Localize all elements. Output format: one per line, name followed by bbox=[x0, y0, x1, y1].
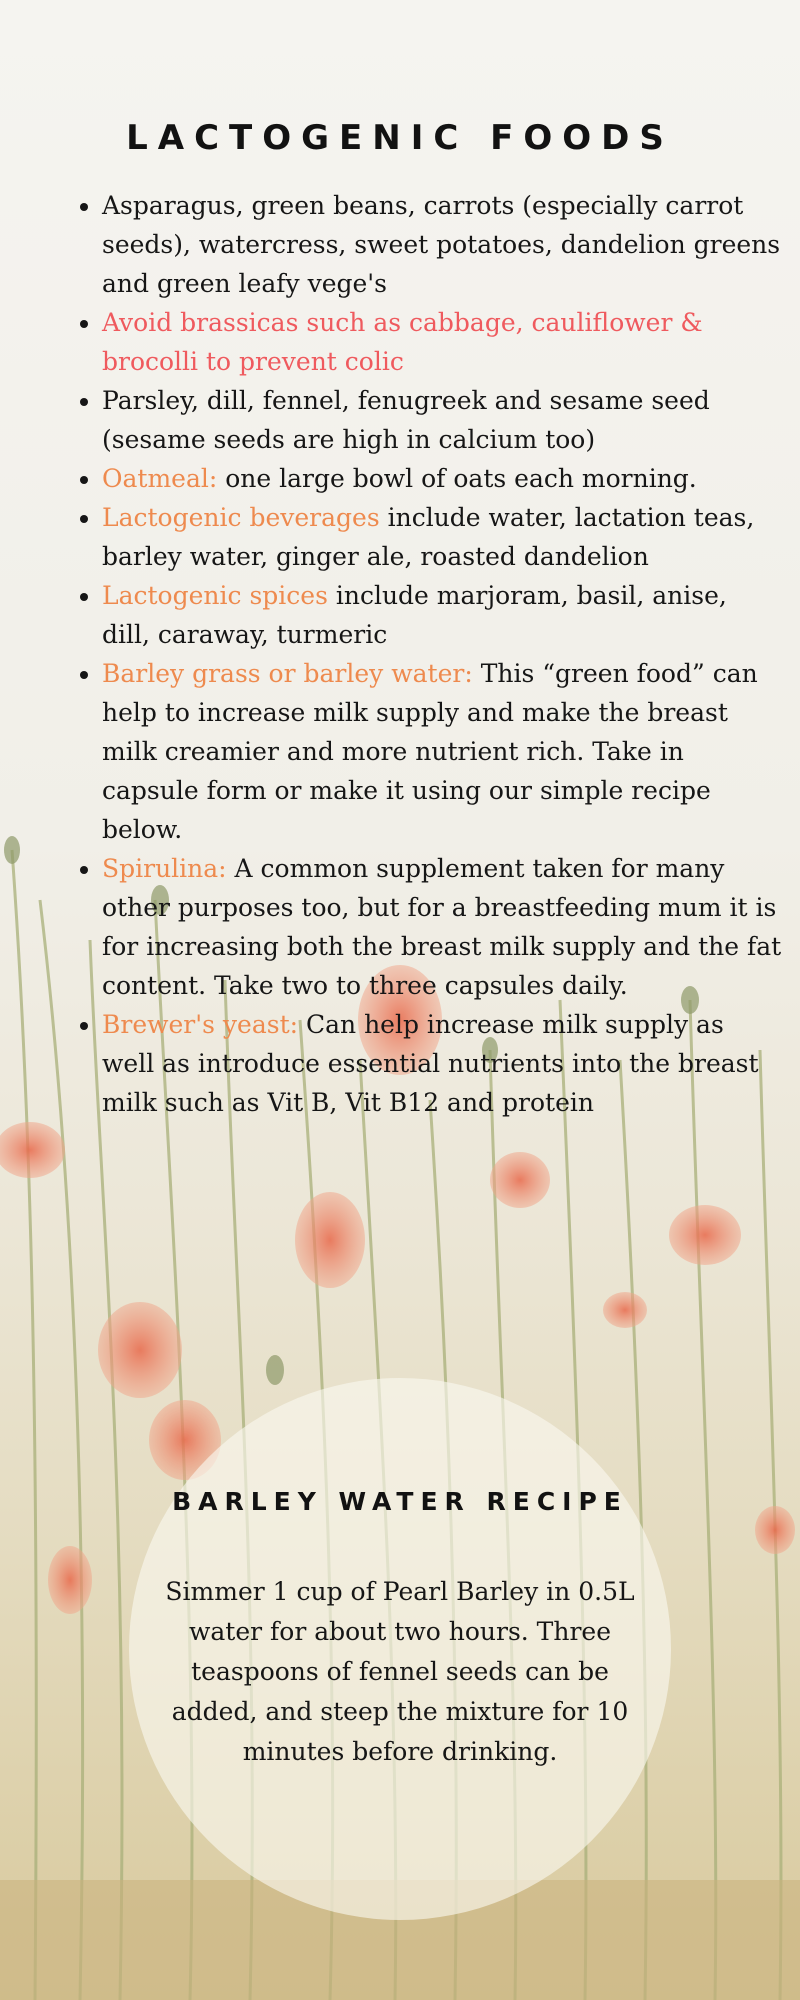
recipe-body: Simmer 1 cup of Pearl Barley in 0.5L water for about two hours. Three teaspoons of fennel seeds can be added, and steep the mixture for 10 minutes before drinking. bbox=[165, 1577, 635, 1766]
list-item: • Barley grass or barley water: This “green food” can help to increase milk supply and make the breast milk creamier and more nutrient rich. Take in capsule form or make it using our simple recipe below. bbox=[102, 654, 782, 849]
item-highlight: Lactogenic beverages bbox=[102, 503, 380, 532]
list-item: • Asparagus, green beans, carrots (especially carrot seeds), watercress, sweet potatoes, dandelion greens and green leafy vege's bbox=[102, 186, 782, 303]
list-item: • Lactogenic beverages include water, lactation teas, barley water, ginger ale, roasted dandelion bbox=[102, 498, 782, 576]
list-item bbox=[102, 303, 782, 381]
lactogenic-foods-list bbox=[70, 186, 782, 1122]
item-highlight: Spirulina: bbox=[102, 854, 227, 883]
page-title: LACTOGENIC FOODS bbox=[126, 118, 674, 158]
item-highlight: Brewer's yeast: bbox=[102, 1010, 299, 1039]
list-item: • Spirulina: A common supplement taken for many other purposes too, but for a breastfeeding mum it is for increasing both the breast milk supply and the fat content. Take two to three capsules daily. bbox=[102, 849, 782, 1005]
list-item: • Lactogenic spices include marjoram, basil, anise, dill, caraway, turmeric bbox=[102, 576, 782, 654]
item-highlight: Oatmeal: bbox=[102, 464, 218, 493]
recipe-title: BARLEY WATER RECIPE bbox=[172, 1487, 628, 1516]
list-item: • Brewer's yeast: Can help increase milk supply as well as introduce essential nutrients into the breast milk such as Vit B, Vit B12 and protein bbox=[102, 1005, 782, 1122]
item-highlight: Lactogenic spices bbox=[102, 581, 328, 610]
item-highlight: Barley grass or barley water: bbox=[102, 659, 473, 688]
list-item: • Oatmeal: one large bowl of oats each morning. bbox=[102, 459, 782, 498]
colic-warning: Avoid brassicas such as cabbage, cauliflower & brocolli to prevent colic bbox=[102, 308, 703, 376]
list-item: • Parsley, dill, fennel, fenugreek and sesame seed (sesame seeds are high in calcium too) bbox=[102, 381, 782, 459]
